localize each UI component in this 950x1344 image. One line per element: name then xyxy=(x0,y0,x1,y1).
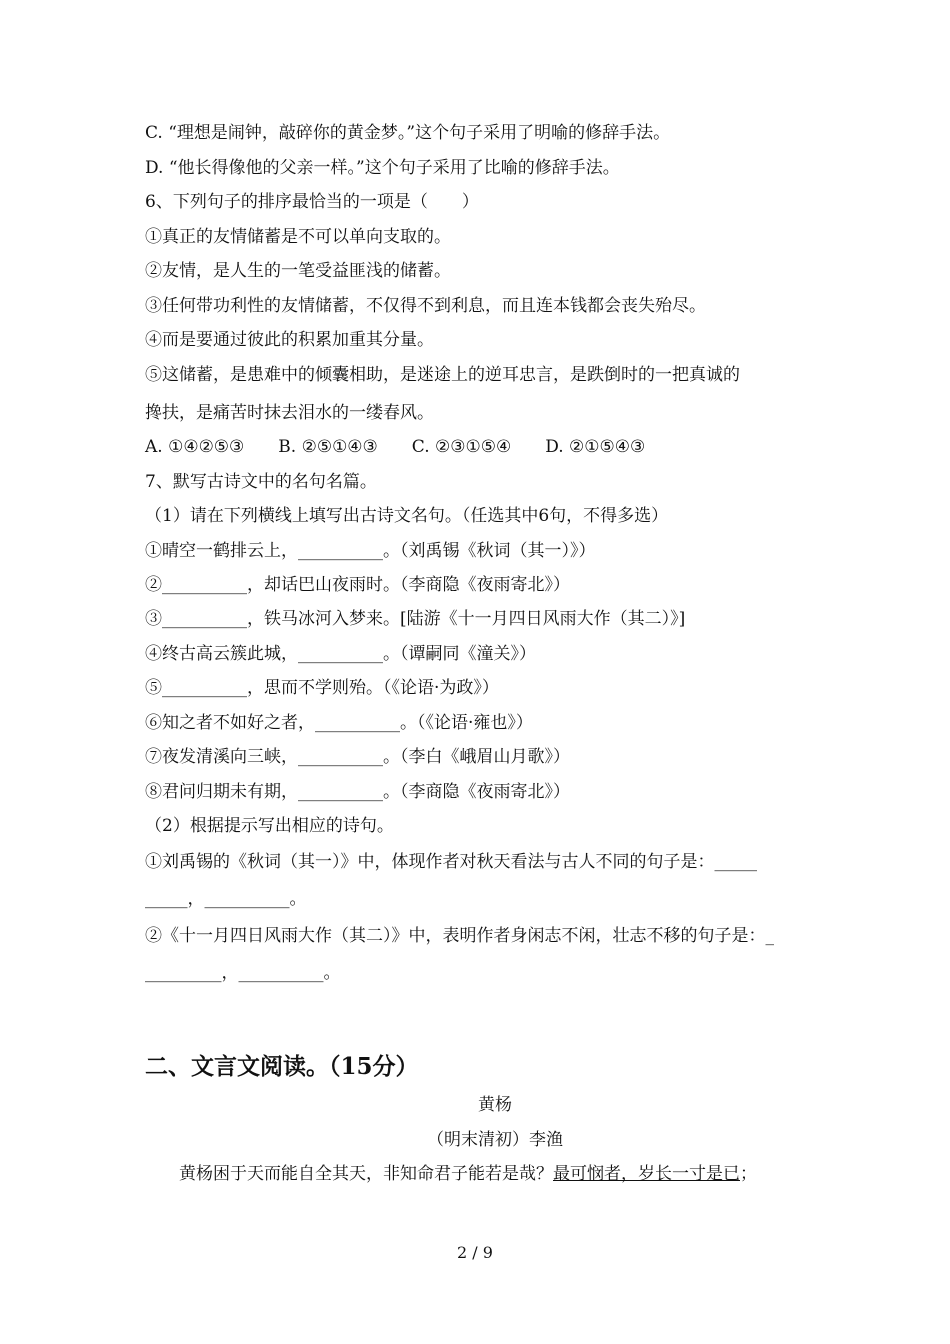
q7-blank-6: ⑥知之者不如好之者，__________。（《论语·雍也》） xyxy=(145,713,533,733)
q6-options: A. ①④②⑤③ B. ②⑤①④③ C. ②③①⑤④ D. ②①⑤④③ xyxy=(145,437,646,457)
option-d-line: D. “他长得像他的父亲一样。”这个句子采用了比喻的修辞手法。 xyxy=(145,158,620,178)
q7-part-2-instruction: （2）根据提示写出相应的诗句。 xyxy=(145,816,394,836)
option-c-line: C. “理想是闹钟，敲碎你的黄金梦。”这个句子采用了明喻的修辞手法。 xyxy=(145,123,671,143)
question-6-stem: 6、下列句子的排序最恰当的一项是（ ） xyxy=(145,192,479,212)
q6-sentence-4: ④而是要通过彼此的积累加重其分量。 xyxy=(145,330,434,350)
q6-sentence-1: ①真正的友情储蓄是不可以单向支取的。 xyxy=(145,227,451,247)
q6-sentence-5: ⑤这储蓄，是患难中的倾囊相助，是迷途上的逆耳忠言，是跌倒时的一把真诚的 xyxy=(145,365,740,385)
q7-part-2-item-2: ②《十一月四日风雨大作（其二）》中，表明作者身闲志不闲，壮志不移的句子是：_ xyxy=(145,926,774,946)
passage-punctuation: ； xyxy=(740,1164,757,1184)
passage-author: （明末清初）李渔 xyxy=(427,1130,563,1150)
section-heading: 二、文言文阅读。（15分） xyxy=(145,1053,419,1080)
passage-first-line xyxy=(179,1162,849,1186)
q7-part-2-item-1: ①刘禹锡的《秋词（其一）》中，体现作者对秋天看法与古人不同的句子是：_____ xyxy=(145,852,757,872)
passage-underlined-text: 最可悯者，岁长一寸是已 xyxy=(553,1164,740,1184)
page-number: 2 / 9 xyxy=(457,1243,493,1262)
q7-part-2-item-1-cont: _____，__________。 xyxy=(145,889,307,909)
q6-sentence-3: ③任何带功利性的友情储蓄，不仅得不到利息，而且连本钱都会丧失殆尽。 xyxy=(145,296,706,316)
q7-blank-3: ③__________，铁马冰河入梦来。[陆游《十一月四日风雨大作（其二）》] xyxy=(145,609,686,629)
q7-blank-7: ⑦夜发清溪向三峡，__________。（李白《峨眉山月歌》） xyxy=(145,747,570,767)
q7-blank-8: ⑧君问归期未有期，__________。（李商隐《夜雨寄北》） xyxy=(145,782,570,802)
q7-blank-2: ②__________，却话巴山夜雨时。（李商隐《夜雨寄北》） xyxy=(145,575,570,595)
q7-blank-1: ①晴空一鹤排云上，__________。（刘禹锡《秋词（其一）》） xyxy=(145,541,596,561)
q6-sentence-5-cont: 搀扶，是痛苦时抹去泪水的一缕春风。 xyxy=(145,403,434,423)
q6-sentence-2: ②友情，是人生的一笔受益匪浅的储蓄。 xyxy=(145,261,451,281)
q7-blank-4: ④终古高云簇此城，__________。（谭嗣同《潼关》） xyxy=(145,644,536,664)
question-7-stem: 7、默写古诗文中的名句名篇。 xyxy=(145,472,377,492)
passage-text: 黄杨困于天而能自全其天，非知命君子能若是哉？ xyxy=(179,1164,553,1184)
q7-blank-5: ⑤__________，思而不学则殆。（《论语·为政》） xyxy=(145,678,499,698)
q7-part-1-instruction: （1）请在下列横线上填写出古诗文名句。（任选其中6句，不得多选） xyxy=(145,506,669,526)
passage-title: 黄杨 xyxy=(478,1095,512,1115)
q7-part-2-item-2-cont: _________，__________。 xyxy=(145,963,341,983)
